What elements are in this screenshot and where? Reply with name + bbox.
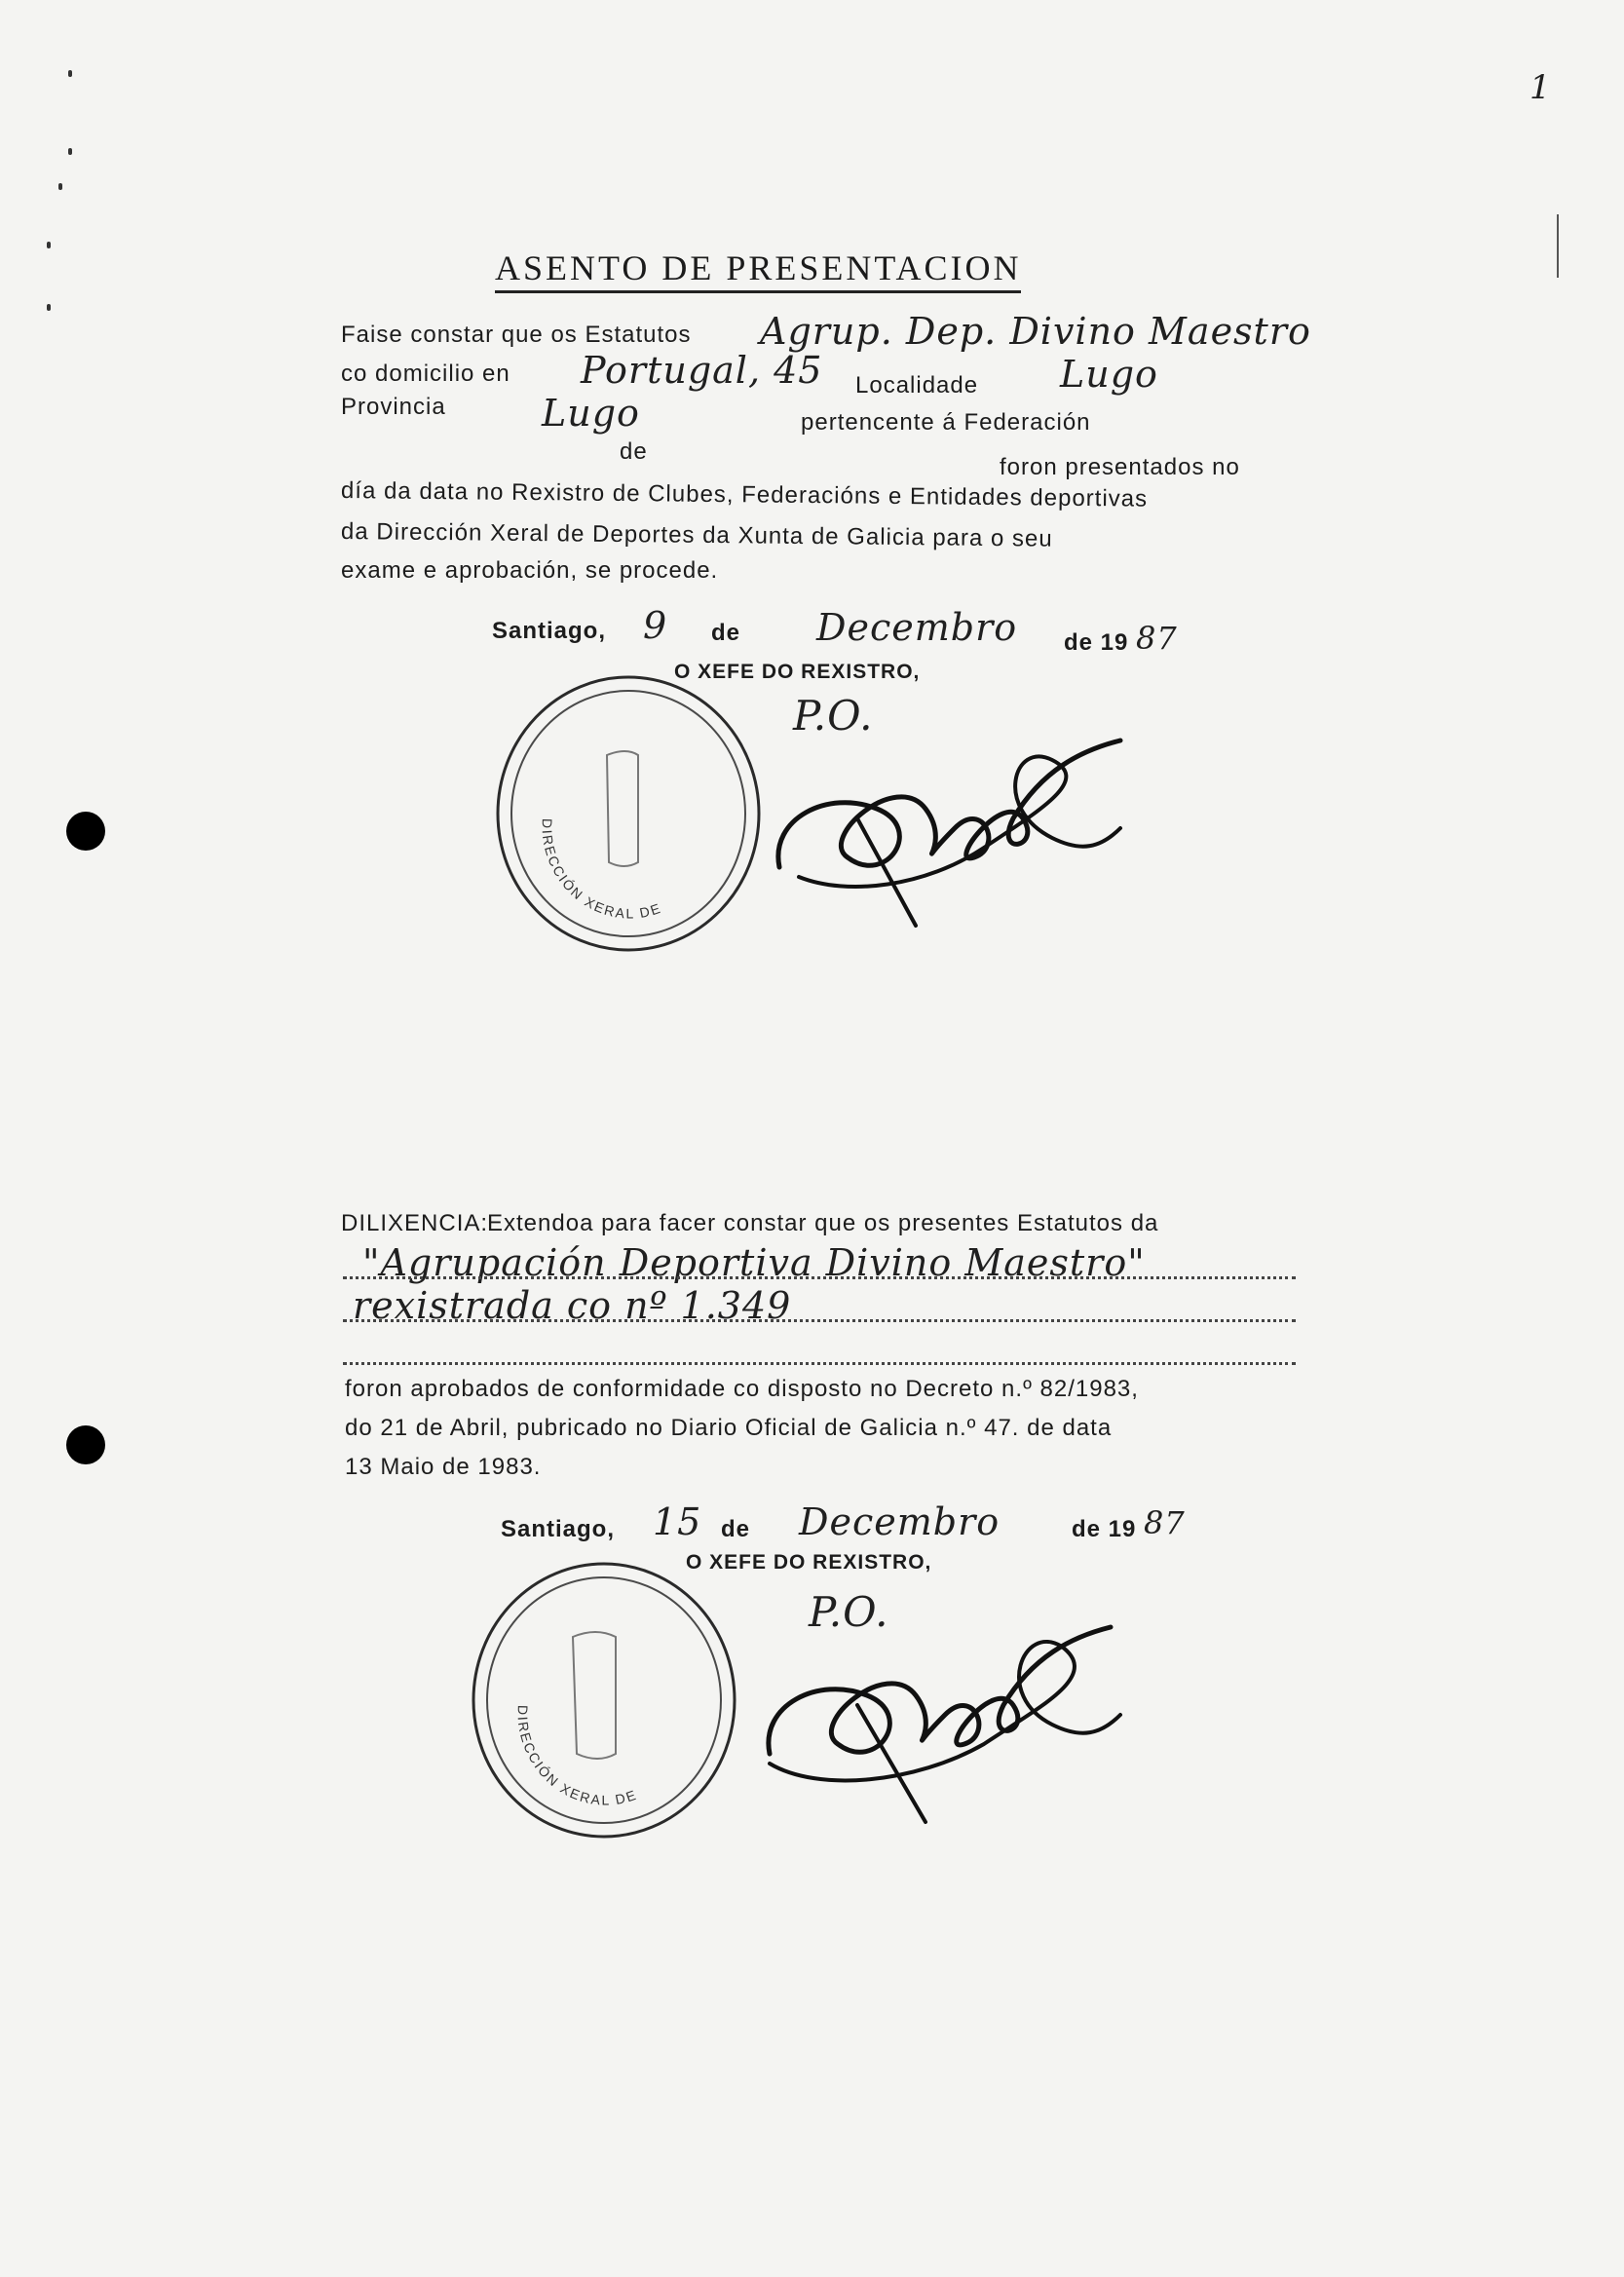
diligence-de-word: de <box>721 1516 751 1542</box>
entry-locality-handwritten: Lugo <box>1060 353 1158 396</box>
entry-de-label: de <box>620 438 648 465</box>
entry-presented-label: foron presentados no <box>1000 454 1240 480</box>
entry-line2-prefix: co domicilio en <box>341 361 510 387</box>
entry-line1-prefix: Faise constar que os Estatutos <box>341 322 692 348</box>
diligence-year-handwritten: 87 <box>1144 1504 1186 1541</box>
svg-text:DIRECCIÓN XERAL DE <box>540 818 664 922</box>
margin-speck <box>68 70 72 77</box>
entry-year-handwritten: 87 <box>1136 620 1178 657</box>
punch-hole <box>66 812 105 851</box>
entry-body-line5: día da data no Rexistro de Clubes, Federacións e Entidades deportivas <box>340 477 1149 512</box>
margin-speck <box>58 183 62 190</box>
entry-po-handwritten: P.O. <box>793 692 874 740</box>
diligence-place: Santiago, <box>501 1516 616 1542</box>
diligence-po-handwritten: P.O. <box>809 1588 889 1636</box>
diligence-body-line1: foron aprobados de conformidade co disposto no Decreto n.º 82/1983, <box>345 1376 1139 1402</box>
diligence-body-line3: 13 Maio de 1983. <box>345 1454 542 1480</box>
document-title: ASENTO DE PRESENTACION <box>495 247 1021 293</box>
official-stamp <box>468 1559 740 1841</box>
punch-hole <box>66 1425 105 1464</box>
entry-body-line7: exame e aprobación, se procede. <box>341 557 719 584</box>
diligence-office-title: O XEFE DO REXISTRO, <box>686 1551 932 1574</box>
diligence-year-prefix: de 19 <box>1072 1516 1137 1542</box>
diligence-registration-handwritten: rexistrada co nº 1.349 <box>353 1284 792 1327</box>
entry-year-prefix: de 19 <box>1064 629 1129 656</box>
diligence-day-handwritten: 15 <box>653 1500 702 1543</box>
entry-address-handwritten: Portugal, 45 <box>581 349 823 392</box>
diligence-club-name-handwritten: "Agrupación Deportiva Divino Maestro" <box>362 1241 1146 1284</box>
entry-place: Santiago, <box>492 618 607 644</box>
margin-speck <box>47 304 51 311</box>
entry-office-title: O XEFE DO REXISTRO, <box>674 661 921 683</box>
entry-month-handwritten: Decembro <box>816 606 1018 649</box>
dotted-line <box>343 1319 1296 1322</box>
stamp-text: DIRECCIÓN XERAL DE <box>514 1704 640 1808</box>
diligence-body-line2: do 21 de Abril, pubricado no Diario Oficial de Galicia n.º 47. de data <box>345 1415 1113 1441</box>
entry-province-handwritten: Lugo <box>542 392 640 435</box>
margin-speck <box>68 148 72 155</box>
margin-speck <box>47 242 51 248</box>
entry-province-label: Provincia <box>341 394 446 420</box>
diligence-label: DILIXENCIA: <box>341 1210 489 1236</box>
official-stamp <box>492 672 765 955</box>
entry-locality-label: Localidade <box>855 372 979 398</box>
right-edge-mark <box>1557 214 1559 278</box>
entry-federation-label: pertencente á Federación <box>801 409 1091 436</box>
dotted-line <box>343 1362 1296 1365</box>
entry-body-line6: da Dirección Xeral de Deportes da Xunta de Galicia para o seu <box>340 518 1053 552</box>
top-right-hand-mark: 1 <box>1530 68 1552 107</box>
entry-de-word: de <box>711 620 741 646</box>
svg-text:DIRECCIÓN XERAL DE <box>515 1705 640 1808</box>
signature <box>750 1588 1130 1832</box>
stamp-text: DIRECCIÓN XERAL DE <box>539 817 664 922</box>
diligence-month-handwritten: Decembro <box>799 1500 1001 1543</box>
entry-day-handwritten: 9 <box>643 604 668 647</box>
diligence-line1: Extendoa para facer constar que os presentes Estatutos da <box>487 1210 1159 1236</box>
dotted-line <box>343 1276 1296 1279</box>
entry-club-name-handwritten: Agrup. Dep. Divino Maestro <box>760 310 1311 353</box>
signature <box>760 702 1130 935</box>
